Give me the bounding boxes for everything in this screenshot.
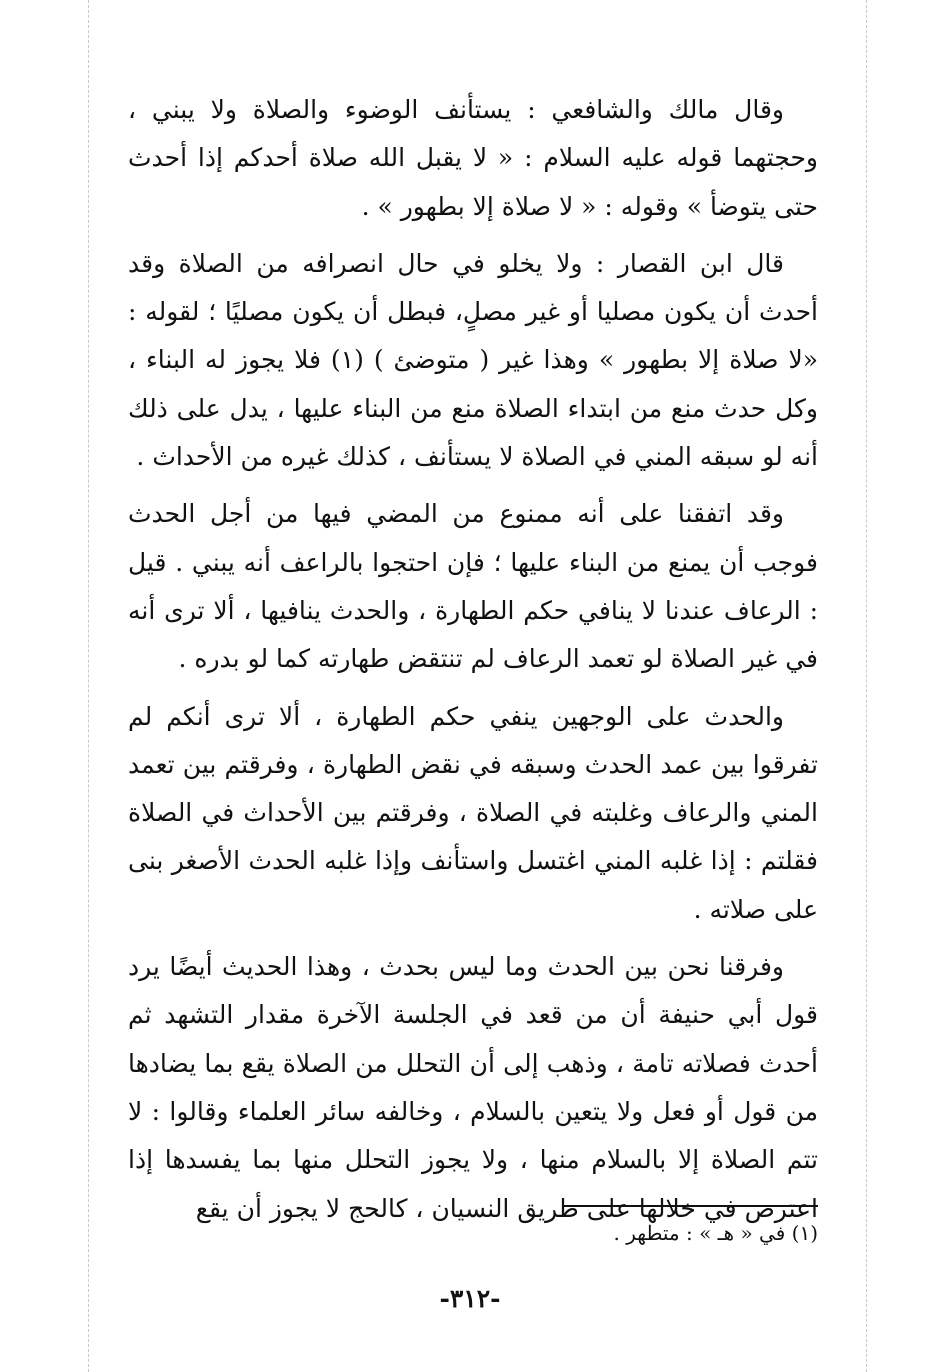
paragraph: وفرقنا نحن بين الحدث وما ليس بحدث ، وهذا الحديث أيضًا يرد قول أبي حنيفة أن من قعد في الجلسة الآخرة مقدار التشهد ثم أحدث فصلاته تامة ، وذهب إلى أن التحلل من الصلاة يقع بما يضادها من قول أو فعل ولا يتعين بالسلام ، وخالفه سائر العلماء وقالوا : لا تتم الصلاة إلا بالسلام منها ، ولا يجوز التحلل منها بما يفسدها إذا اعترض في خلالها على طريق النسيان ، كالحج لا يجوز أن يقع xyxy=(128,952,818,1223)
paragraph: وقال مالك والشافعي : يستأنف الوضوء والصلاة ولا يبني ، وحجتهما قوله عليه السلام : « لا يقبل الله صلاة أحدكم إذا أحدث حتى يتوضأ » وقوله : « لا صلاة إلا بطهور » . xyxy=(128,95,818,221)
paragraph: قال ابن القصار : ولا يخلو في حال انصرافه من الصلاة وقد أحدث أن يكون مصليا أو غير مصلٍ، فبطل أن يكون مصليًا ؛ لقوله : «لا صلاة إلا بطهور » وهذا غير ( متوضئ ) (١) فلا يجوز له البناء ، وكل حدث منع من ابتداء الصلاة منع من البناء عليها ، يدل على ذلك أنه لو سبقه المني في الصلاة لا يستأنف ، كذلك غيره من الأحداث . xyxy=(128,248,818,472)
main-text xyxy=(128,86,818,1242)
paragraph: وقد اتفقنا على أنه ممنوع من المضي فيها من أجل الحدث فوجب أن يمنع من البناء عليها ؛ فإن احتجوا بالراعف أنه يبني . قيل : الرعاف عندنا لا ينافي حكم الطهارة ، والحدث ينافيها ، ألا ترى أنه في غير الصلاة لو تعمد الرعاف لم تنتقض طهارته كما لو بدره . xyxy=(128,499,818,674)
footnote-separator xyxy=(562,1205,818,1207)
footnote: (١) في « هـ » : متطهر . xyxy=(613,1221,818,1245)
scan-edge-right xyxy=(866,0,867,1372)
page-number: -٣١٢- xyxy=(439,1284,501,1313)
paragraph: والحدث على الوجهين ينفي حكم الطهارة ، ألا ترى أنكم لم تفرقوا بين عمد الحدث وسبقه في نقض الطهارة ، وفرقتم بين تعمد المني والرعاف وغلبته في الصلاة ، وفرقتم بين الأحداث في الصلاة فقلتم : إذا غلبه المني اغتسل واستأنف وإذا غلبه الحدث الأصغر بنى على صلاته . xyxy=(128,701,818,924)
scan-edge-left xyxy=(88,0,89,1372)
